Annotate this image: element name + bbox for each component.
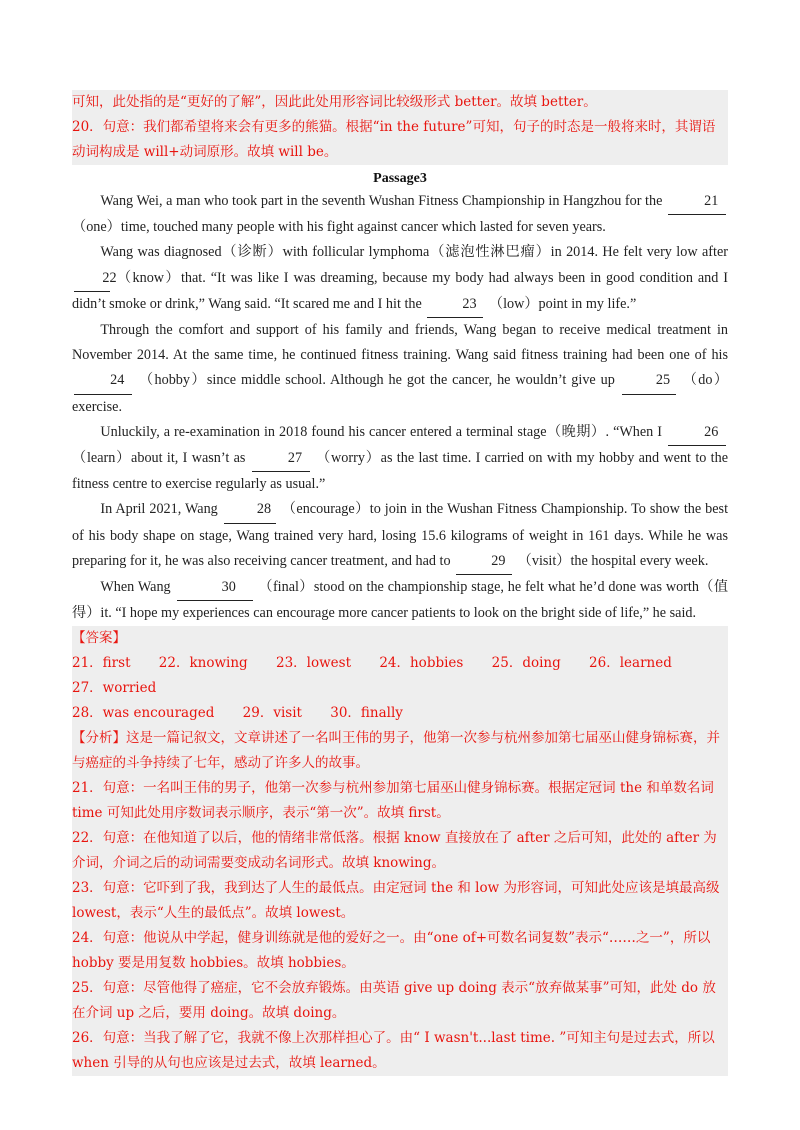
answer-item: 28．was encouraged — [72, 705, 215, 722]
analysis-line: 26．句意：当我了解了它，我就不像上次那样担心了。由“ I wasn't...last time. ”可知主句是过去式，所以 when 引导的从句也应该是过去式，故填 learned。 — [72, 1030, 715, 1072]
passage-text: When Wang — [100, 579, 171, 596]
answer-row — [72, 701, 728, 726]
answer-header: 【答案】 — [72, 630, 126, 647]
blank-27[interactable]: 27 — [252, 446, 310, 472]
analysis-line: 22．句意：在他知道了以后，他的情绪非常低落。根据 know 直接放在了 after 之后可知，此处的 after 为介词，介词之后的动词需要变成动名词形式。故填 knowing。 — [72, 830, 717, 872]
blank-30[interactable]: 30 — [177, 575, 253, 601]
passage-text: Unluckily, a re-examination in 2018 found his cancer entered a terminal stage（晚期）. “When I — [100, 423, 662, 440]
explanation-line: 可知，此处指的是“更好的了解”，因此此处用形容词比较级形式 better。故填 better。 — [72, 94, 597, 110]
passage-body — [72, 189, 728, 626]
blank-22[interactable]: 22 — [74, 266, 110, 292]
passage-paragraph — [72, 575, 728, 626]
analysis-line: 25．句意：尽管他得了癌症，它不会放弃锻炼。由英语 give up doing 表示“放弃做某事”可知，此处 do 放在介词 up 之后，要用 doing。故填 doing。 — [72, 980, 716, 1022]
passage-paragraph — [72, 497, 728, 575]
blank-25[interactable]: 25 — [622, 368, 676, 394]
passage-text: （hobby）since middle school. Although he got the cancer, he wouldn’t give up — [138, 372, 615, 389]
passage-paragraph — [72, 420, 728, 498]
passage-text: Wang was diagnosed（诊断）with follicular lymphoma（滤泡性淋巴瘤）in 2014. He felt very low after — [100, 244, 728, 261]
blank-23[interactable]: 23 — [427, 292, 483, 318]
blank-29[interactable]: 29 — [456, 549, 512, 575]
passage-text: （worry）as the last time. I carried on with my hobby and went to the fitness centre to exercise regularly as usual.” — [72, 450, 729, 493]
answer-item: 26．learned — [589, 655, 672, 672]
analysis-line: 【分析】这是一篇记叙文，文章讲述了一名叫王伟的男子，他第一次参与杭州参加第七届巫山健身锦标赛，并与癌症的斗争持续了七年，感动了许多人的故事。 — [72, 730, 720, 772]
passage-text: （learn）about it, I wasn’t as — [72, 450, 246, 467]
answer-item: 21．first — [72, 655, 131, 672]
answer-row — [72, 651, 728, 701]
analysis-line: 23．句意：它吓到了我，我到达了人生的最低点。由定冠词 the 和 low 为形容词，可知此处应该是填最高级 lowest，表示“人生的最低点”。故填 lowest。 — [72, 880, 720, 922]
blank-28[interactable]: 28 — [224, 497, 276, 523]
answer-item: 25．doing — [491, 655, 561, 672]
answer-block — [72, 626, 728, 1076]
passage-text: （one）time, touched many people with his fight against cancer which lasted for seven years. — [72, 219, 606, 236]
answer-item: 22．knowing — [158, 655, 248, 672]
explanation-line: 20．句意：我们都希望将来会有更多的熊猫。根据“in the future”可知，句子的时态是一般将来时，其谓语动词构成是 will+动词原形。故填 will be。 — [72, 119, 716, 160]
answer-item: 27．worried — [72, 680, 157, 697]
blank-21[interactable]: 21 — [668, 189, 726, 215]
answer-item: 24．hobbies — [379, 655, 464, 672]
passage-title: Passage3 — [373, 171, 427, 186]
passage-text: Through the comfort and support of his family and friends, Wang began to receive medical treatment in November 2014. At the same time, he continued fitness training. Wang said fitness training had been one of his — [72, 322, 728, 364]
explanation-block-top — [72, 90, 728, 165]
passage-paragraph — [72, 240, 728, 318]
blank-26[interactable]: 26 — [668, 420, 726, 446]
answer-item: 30．finally — [330, 705, 403, 722]
passage-text: （final）stood on the championship stage, he felt what he’d done was worth（值得）it. “I hope my experiences can encourage more cancer patients to look on the bright side of life,” he said. — [72, 579, 729, 622]
passage-text: （know）that. “It was like I was dreaming, because my body had always been in good condition and I didn’t smoke or drink,” Wang said. “It scared me and I hit the — [72, 269, 729, 312]
passage-text: In April 2021, Wang — [100, 501, 218, 518]
answer-item: 23．lowest — [275, 655, 352, 672]
passage-text: （do）exercise. — [72, 372, 729, 415]
passage-text: （encourage）to join in the Wushan Fitness Championship. To show the best of his body shape on stage, Wang trained very hard, losing 15.6 kilograms of weight in 161 days. While he was preparing for it, he was also receiving cancer treatment, and had to — [72, 501, 729, 569]
passage-text: （low）point in my life.” — [488, 295, 637, 312]
analysis-line: 21．句意：一名叫王伟的男子，他第一次参与杭州参加第七届巫山健身锦标赛。根据定冠词 the 和单数名词 time 可知此处用序数词表示顺序，表示“第一次”。故填 first。 — [72, 780, 714, 822]
blank-24[interactable]: 24 — [74, 368, 132, 394]
passage-text: Wang Wei, a man who took part in the seventh Wushan Fitness Championship in Hangzhou for the — [100, 193, 663, 209]
passage-text: （visit）the hospital every week. — [517, 552, 709, 569]
passage-paragraph — [72, 318, 728, 420]
document-page — [72, 90, 728, 1076]
analysis-line: 24．句意：他说从中学起，健身训练就是他的爱好之一。由“one of+可数名词复数”表示“……之一”，所以 hobby 要是用复数 hobbies。故填 hobbies。 — [72, 930, 711, 972]
passage-paragraph — [72, 189, 728, 240]
answer-item: 29．visit — [242, 705, 302, 722]
